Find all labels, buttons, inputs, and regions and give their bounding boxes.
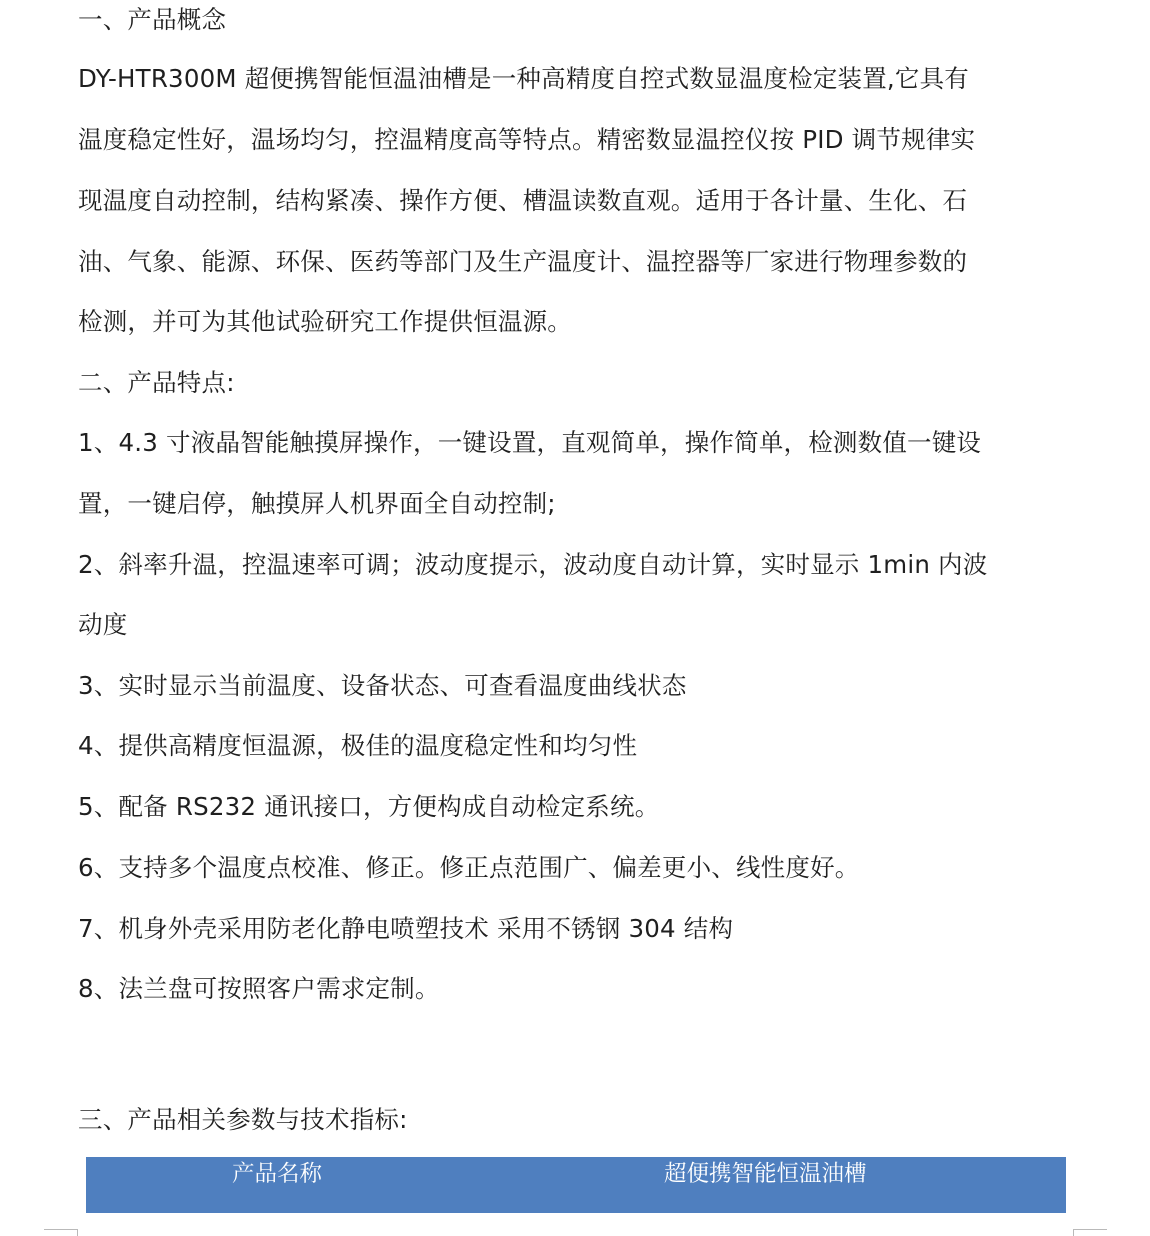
feature-2-line-2: 动度 [78,610,128,639]
section3-heading: 三、产品相关参数与技术指标: [78,1105,408,1134]
crop-mark-right-vertical [1073,1229,1074,1236]
section2-heading: 二、产品特点: [78,368,235,397]
crop-mark-left-vertical [77,1229,78,1236]
parameters-table-header [86,1157,1066,1213]
feature-2-line-1: 2、斜率升温，控温速率可调；波动度提示，波动度自动计算，实时显示 1min 内波 [78,550,988,579]
table-header-name-cell: 产品名称 [232,1161,323,1187]
section1-line-4: 油、气象、能源、环保、医药等部门及生产温度计、温控器等厂家进行物理参数的 [78,247,968,276]
feature-3: 3、实时显示当前温度、设备状态、可查看温度曲线状态 [78,671,687,700]
section1-line-1: DY-HTR300M 超便携智能恒温油槽是一种高精度自控式数显温度检定装置,它具有 [78,64,970,93]
crop-mark-right-horizontal [1073,1229,1107,1230]
feature-6: 6、支持多个温度点校准、修正。修正点范围广、偏差更小、线性度好。 [78,853,860,882]
section1-line-5: 检测，并可为其他试验研究工作提供恒温源。 [78,307,572,336]
table-header-value-cell: 超便携智能恒温油槽 [664,1161,867,1187]
feature-1-line-1: 1、4.3 寸液晶智能触摸屏操作，一键设置，直观简单，操作简单，检测数值一键设 [78,428,982,457]
section1-line-2: 温度稳定性好，温场均匀，控温精度高等特点。精密数显温控仪按 PID 调节规律实 [78,125,976,154]
feature-1-line-2: 置，一键启停，触摸屏人机界面全自动控制; [78,489,556,518]
section1-heading: 一、产品概念 [78,5,227,34]
feature-7: 7、机身外壳采用防老化静电喷塑技术 采用不锈钢 304 结构 [78,914,734,943]
feature-4: 4、提供高精度恒温源，极佳的温度稳定性和均匀性 [78,731,638,760]
feature-5: 5、配备 RS232 通讯接口，方便构成自动检定系统。 [78,792,660,821]
section1-line-3: 现温度自动控制，结构紧凑、操作方便、槽温读数直观。适用于各计量、生化、石 [78,186,968,215]
feature-8: 8、法兰盘可按照客户需求定制。 [78,974,440,1003]
crop-mark-left-horizontal [44,1229,78,1230]
